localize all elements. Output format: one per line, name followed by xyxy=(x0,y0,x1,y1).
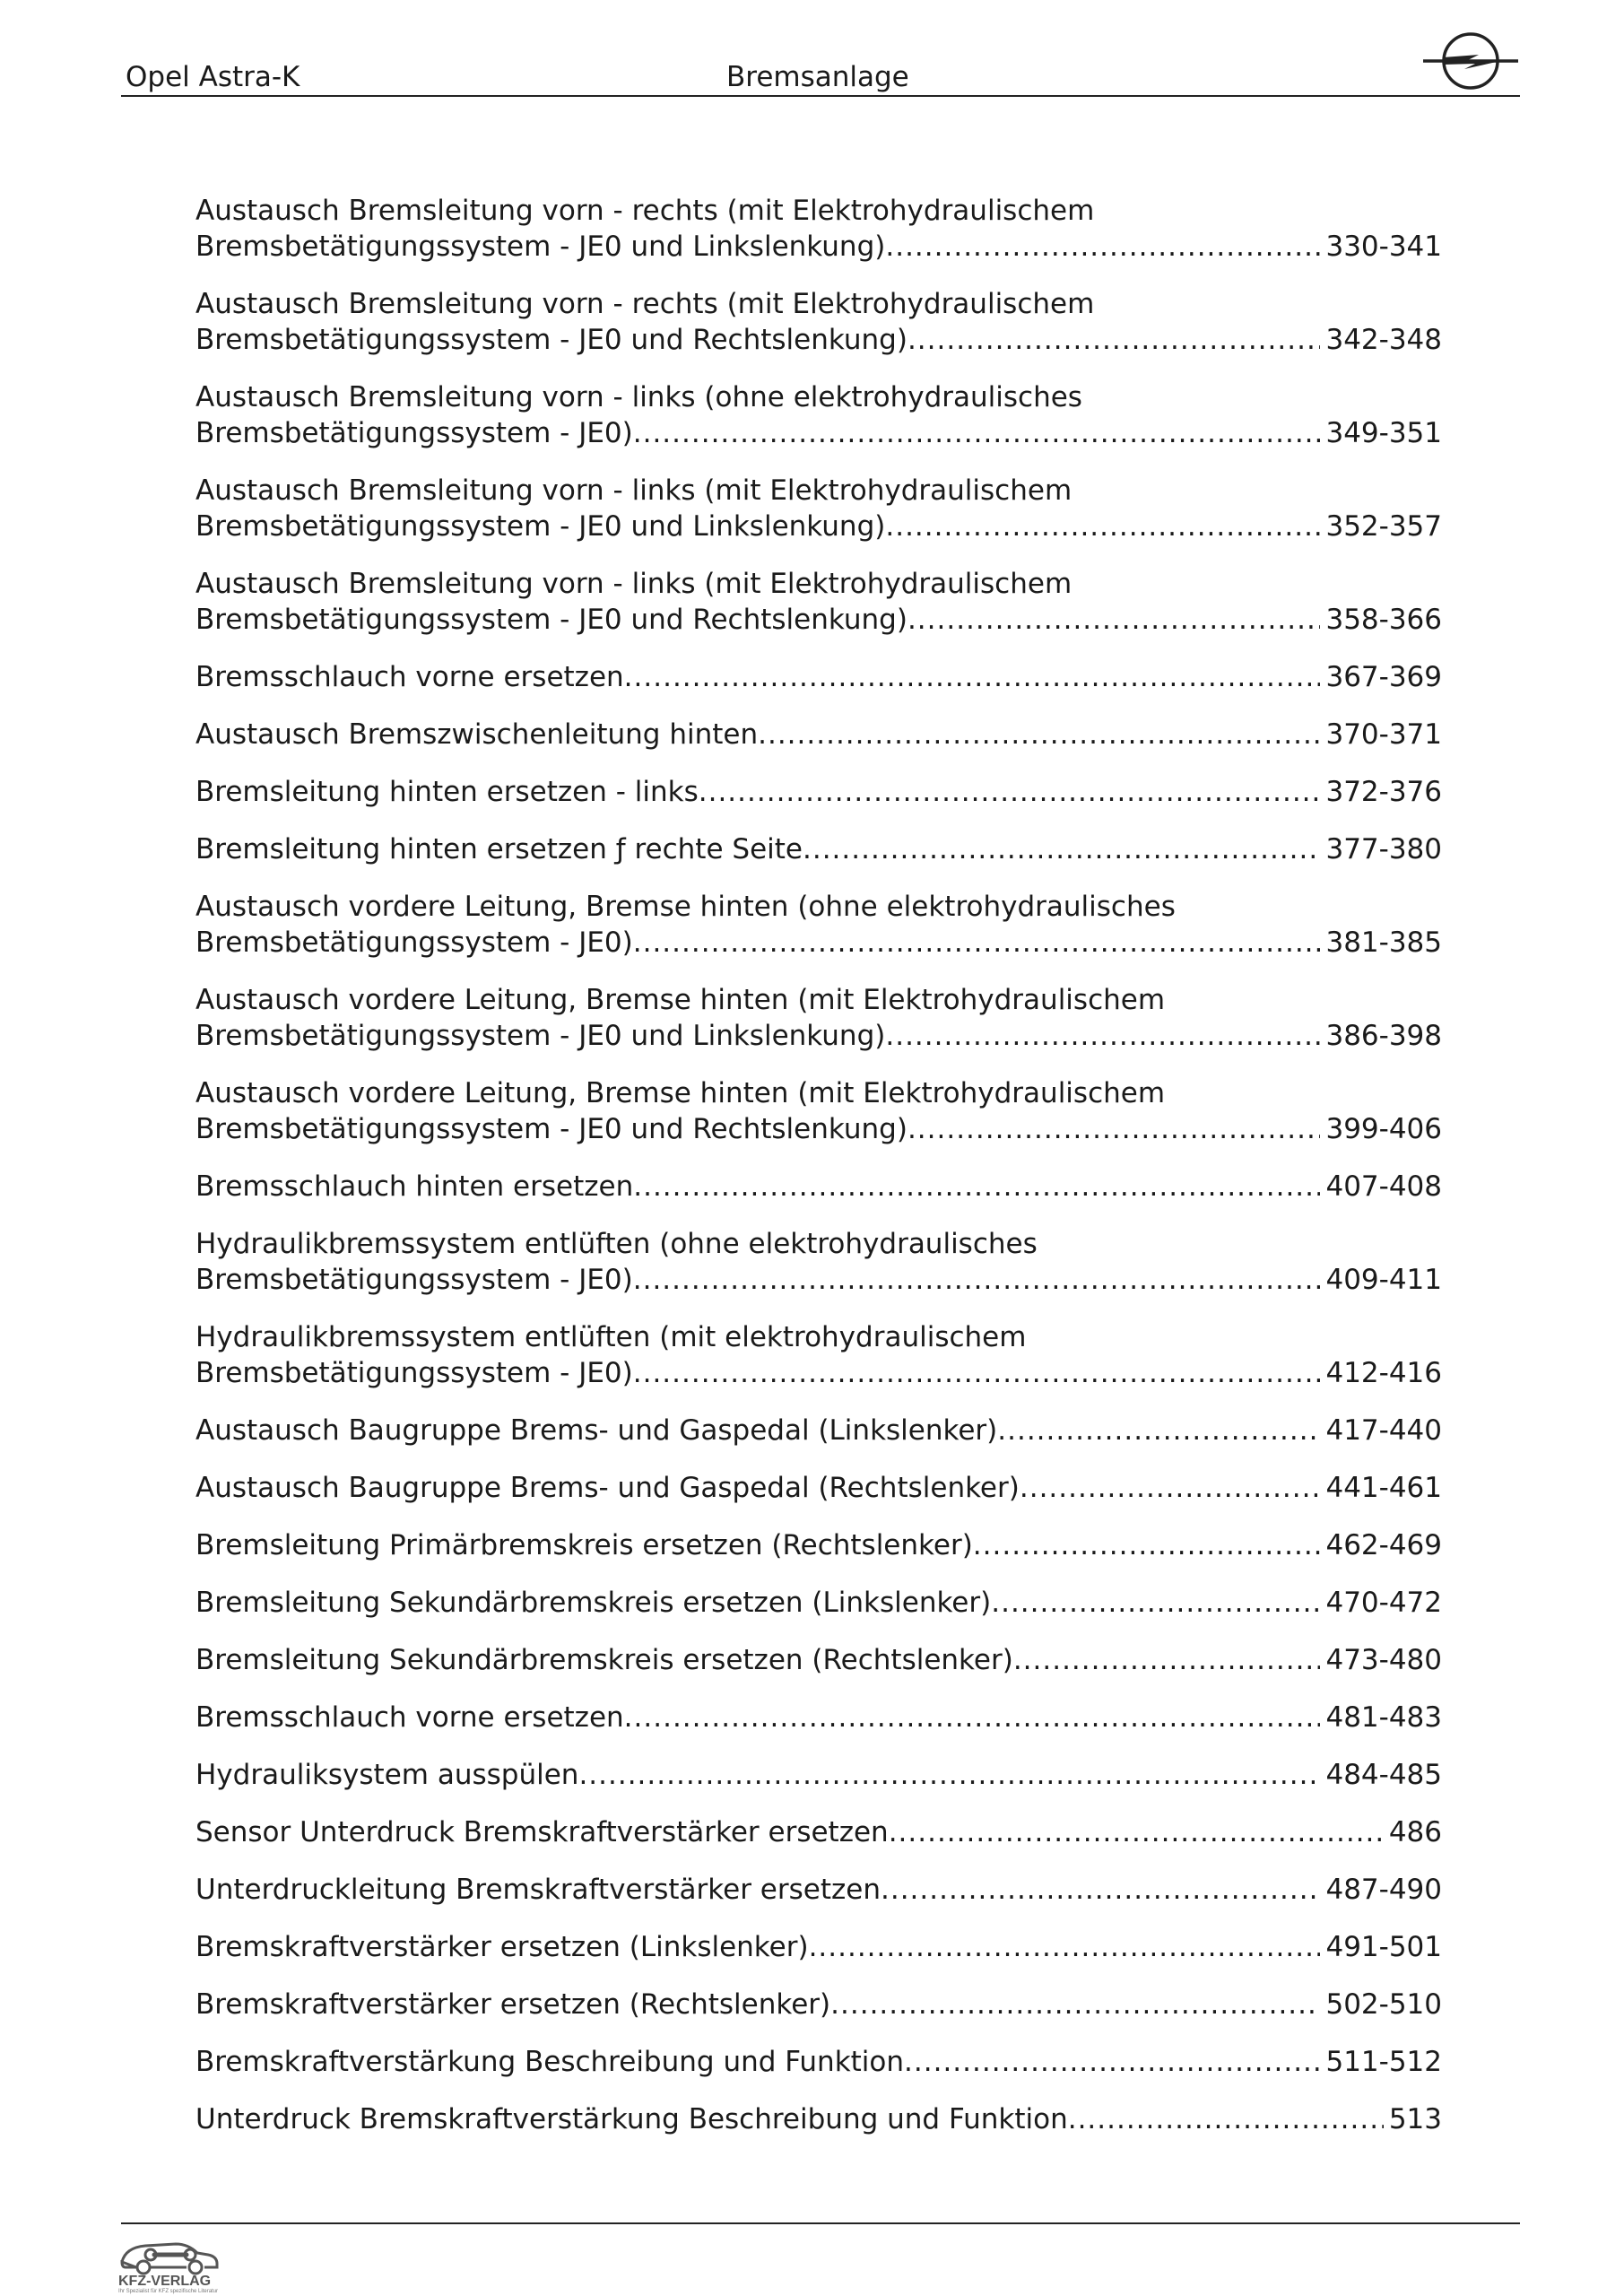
toc-entry-title: Bremskraftverstärker ersetzen (Linkslenker) xyxy=(195,1931,809,1963)
toc-page-range: 386-398 xyxy=(1325,1020,1442,1052)
toc-entry-title: Bremsbetätigungssystem - JE0) xyxy=(195,926,633,959)
toc-entry xyxy=(195,889,1442,961)
toc-page-range: 342-348 xyxy=(1325,324,1442,356)
toc-entry xyxy=(195,1226,1442,1298)
toc-entry-title: Sensor Unterdruck Bremskraftverstärker ersetzen xyxy=(195,1816,889,1848)
toc-page-range: 462-469 xyxy=(1325,1529,1442,1561)
toc-entry xyxy=(195,1585,1442,1621)
toc-page-range: 484-485 xyxy=(1325,1759,1442,1791)
kfz-verlag-logo-icon xyxy=(115,2231,240,2294)
toc-leader-dots xyxy=(633,1262,1321,1298)
toc-page-range: 486 xyxy=(1388,1816,1442,1848)
toc-entry-title: Bremsbetätigungssystem - JE0) xyxy=(195,1264,633,1296)
toc-page-range: 473-480 xyxy=(1325,1644,1442,1676)
toc-leader-dots xyxy=(991,1585,1320,1621)
toc-entry-title: Bremskraftverstärker ersetzen (Rechtslenker) xyxy=(195,1988,831,2021)
toc-page-range: 417-440 xyxy=(1325,1414,1442,1447)
toc-entry-title: Hydrauliksystem ausspülen xyxy=(195,1759,579,1791)
toc-entry xyxy=(195,473,1442,544)
toc-page-range: 358-366 xyxy=(1325,604,1442,636)
toc-leader-dots xyxy=(908,1111,1321,1147)
toc-entry-title: Unterdruckleitung Bremskraftverstärker ersetzen xyxy=(195,1874,881,1906)
toc-entry xyxy=(195,1929,1442,1965)
toc-entry xyxy=(195,774,1442,810)
toc-page-range: 491-501 xyxy=(1325,1931,1442,1963)
toc-page-range: 381-385 xyxy=(1325,926,1442,959)
toc-page-range: 370-371 xyxy=(1325,718,1442,751)
toc-leader-dots xyxy=(633,925,1321,961)
header-section: Bremsanlage xyxy=(726,61,909,93)
toc-page-range: 377-380 xyxy=(1325,833,1442,865)
toc-leader-dots xyxy=(997,1413,1320,1448)
toc-page-range: 407-408 xyxy=(1325,1170,1442,1203)
toc-entry xyxy=(195,193,1442,265)
toc-leader-dots xyxy=(699,774,1321,810)
table-of-contents xyxy=(195,193,1442,2159)
toc-leader-dots xyxy=(881,1872,1320,1908)
toc-leader-dots xyxy=(633,415,1321,451)
toc-leader-dots xyxy=(578,1757,1320,1793)
footer-divider xyxy=(121,2222,1520,2224)
toc-leader-dots xyxy=(830,1987,1320,2022)
toc-page-range: 487-490 xyxy=(1325,1874,1442,1906)
toc-entry-title: Bremsbetätigungssystem - JE0 und Linkslenkung) xyxy=(195,1020,886,1052)
toc-page-range: 502-510 xyxy=(1325,1988,1442,2021)
toc-entry-title: Austausch Bremszwischenleitung hinten xyxy=(195,718,759,751)
toc-entry xyxy=(195,982,1442,1054)
toc-page-range: 481-483 xyxy=(1325,1701,1442,1734)
toc-entry xyxy=(195,1319,1442,1391)
toc-leader-dots xyxy=(889,1814,1384,1850)
toc-entry-title: Bremsleitung Sekundärbremskreis ersetzen (Rechtslenker) xyxy=(195,1644,1013,1676)
toc-entry-title-line1: Austausch Bremsleitung vorn - rechts (mit Elektrohydraulischem xyxy=(195,195,1095,227)
toc-leader-dots xyxy=(908,322,1321,358)
toc-entry xyxy=(195,1700,1442,1735)
toc-entry-title: Bremsleitung Primärbremskreis ersetzen (Rechtslenker) xyxy=(195,1529,973,1561)
toc-entry xyxy=(195,1413,1442,1448)
toc-entry-title: Bremsleitung hinten ersetzen - links xyxy=(195,776,699,808)
toc-entry xyxy=(195,1642,1442,1678)
toc-page-range: 511-512 xyxy=(1325,2046,1442,2078)
toc-leader-dots xyxy=(1013,1642,1321,1678)
toc-page-range: 513 xyxy=(1388,2103,1442,2135)
toc-entry-title: Bremskraftverstärkung Beschreibung und Funktion xyxy=(195,2046,905,2078)
toc-entry-title: Bremsbetätigungssystem - JE0 und Rechtslenkung) xyxy=(195,324,908,356)
toc-page-range: 399-406 xyxy=(1325,1113,1442,1145)
toc-page-range: 367-369 xyxy=(1325,661,1442,693)
toc-entry-title-line1: Austausch Bremsleitung vorn - links (ohne elektrohydraulisches xyxy=(195,381,1082,413)
toc-page-range: 330-341 xyxy=(1325,230,1442,263)
toc-entry xyxy=(195,831,1442,867)
toc-entry-title: Bremsbetätigungssystem - JE0) xyxy=(195,417,633,449)
toc-entry-title-line1: Austausch Bremsleitung vorn - rechts (mit Elektrohydraulischem xyxy=(195,288,1095,320)
toc-leader-dots xyxy=(809,1929,1321,1965)
toc-entry xyxy=(195,1169,1442,1205)
toc-leader-dots xyxy=(904,2044,1320,2080)
toc-leader-dots xyxy=(908,602,1321,638)
toc-leader-dots xyxy=(758,717,1320,752)
toc-page-range: 409-411 xyxy=(1325,1264,1442,1296)
toc-entry-title-line1: Austausch vordere Leitung, Bremse hinten (mit Elektrohydraulischem xyxy=(195,984,1166,1016)
toc-leader-dots xyxy=(885,509,1320,544)
toc-leader-dots xyxy=(885,229,1320,265)
page-header xyxy=(121,54,1520,97)
svg-text:Ihr Spezialist für KFZ spezifi: Ihr Spezialist für KFZ spezifische Literatur xyxy=(118,2289,219,2294)
toc-leader-dots xyxy=(633,1169,1320,1205)
toc-leader-dots xyxy=(973,1527,1321,1563)
toc-entry-title: Bremsleitung Sekundärbremskreis ersetzen (Linkslenker) xyxy=(195,1587,992,1619)
toc-entry-title: Austausch Baugruppe Brems- und Gaspedal (Rechtslenker) xyxy=(195,1472,1020,1504)
toc-entry-title: Unterdruck Bremskraftverstärkung Beschreibung und Funktion xyxy=(195,2103,1068,2135)
toc-leader-dots xyxy=(1068,2101,1384,2137)
toc-entry xyxy=(195,1527,1442,1563)
svg-text:KFZ-VERLAG: KFZ-VERLAG xyxy=(118,2274,212,2289)
toc-entry xyxy=(195,379,1442,451)
toc-entry xyxy=(195,717,1442,752)
toc-page-range: 470-472 xyxy=(1325,1587,1442,1619)
toc-entry xyxy=(195,1872,1442,1908)
toc-leader-dots xyxy=(624,1700,1321,1735)
toc-entry xyxy=(195,566,1442,638)
toc-leader-dots xyxy=(803,831,1320,867)
toc-entry-title-line1: Austausch vordere Leitung, Bremse hinten (ohne elektrohydraulisches xyxy=(195,891,1176,923)
toc-page-range: 352-357 xyxy=(1325,510,1442,543)
toc-entry-title: Bremsschlauch hinten ersetzen xyxy=(195,1170,634,1203)
toc-entry xyxy=(195,659,1442,695)
toc-entry-title: Bremsbetätigungssystem - JE0 und Linkslenkung) xyxy=(195,510,886,543)
header-title: Opel Astra-K xyxy=(126,61,300,93)
toc-leader-dots xyxy=(1020,1470,1321,1506)
toc-entry-title: Bremsbetätigungssystem - JE0 und Linkslenkung) xyxy=(195,230,886,263)
toc-entry-title: Bremsbetätigungssystem - JE0 und Rechtslenkung) xyxy=(195,1113,908,1145)
toc-entry-title: Bremsleitung hinten ersetzen ƒ rechte Seite xyxy=(195,833,803,865)
toc-entry xyxy=(195,2101,1442,2137)
toc-entry xyxy=(195,1987,1442,2022)
toc-entry xyxy=(195,1470,1442,1506)
toc-entry-title: Bremsschlauch vorne ersetzen xyxy=(195,1701,624,1734)
toc-entry-title-line1: Hydraulikbremssystem entlüften (ohne elektrohydraulisches xyxy=(195,1228,1038,1260)
toc-leader-dots xyxy=(624,659,1321,695)
toc-page-range: 412-416 xyxy=(1325,1357,1442,1389)
toc-entry-title: Bremsbetätigungssystem - JE0 und Rechtslenkung) xyxy=(195,604,908,636)
toc-entry-title: Austausch Baugruppe Brems- und Gaspedal (Linkslenker) xyxy=(195,1414,998,1447)
toc-entry-title-line1: Hydraulikbremssystem entlüften (mit elektrohydraulischem xyxy=(195,1321,1027,1353)
toc-page-range: 372-376 xyxy=(1325,776,1442,808)
toc-leader-dots xyxy=(885,1018,1320,1054)
toc-leader-dots xyxy=(633,1355,1321,1391)
toc-entry xyxy=(195,2044,1442,2080)
toc-entry-title-line1: Austausch Bremsleitung vorn - links (mit Elektrohydraulischem xyxy=(195,474,1073,507)
toc-entry xyxy=(195,1814,1442,1850)
toc-entry-title-line1: Austausch Bremsleitung vorn - links (mit Elektrohydraulischem xyxy=(195,568,1073,600)
toc-entry-title: Bremsschlauch vorne ersetzen xyxy=(195,661,624,693)
toc-entry-title: Bremsbetätigungssystem - JE0) xyxy=(195,1357,633,1389)
toc-entry xyxy=(195,1075,1442,1147)
opel-logo-icon xyxy=(1421,27,1520,95)
toc-page-range: 441-461 xyxy=(1325,1472,1442,1504)
toc-entry xyxy=(195,286,1442,358)
toc-page-range: 349-351 xyxy=(1325,417,1442,449)
toc-entry-title-line1: Austausch vordere Leitung, Bremse hinten (mit Elektrohydraulischem xyxy=(195,1077,1166,1109)
toc-entry xyxy=(195,1757,1442,1793)
